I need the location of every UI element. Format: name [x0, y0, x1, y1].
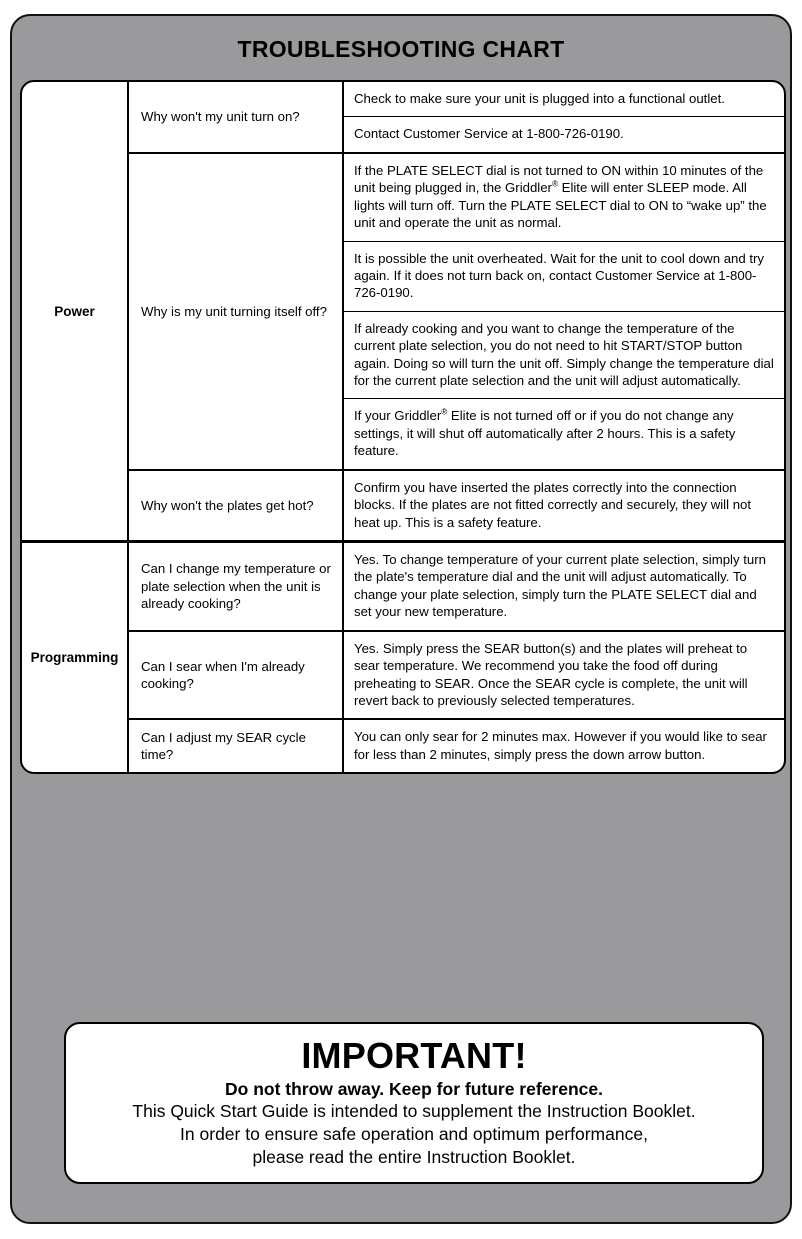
category-label: Power [54, 303, 95, 319]
answer-text: Confirm you have inserted the plates correctly into the connection blocks. If the plates are not fitted correctly and securely, they will not heat up. This is a safety feature. [354, 479, 752, 530]
table-row [129, 543, 784, 630]
question-cell [129, 632, 344, 719]
page-title: TROUBLESHOOTING CHART [237, 36, 565, 62]
question-text: Can I sear when I'm already cooking? [141, 658, 305, 692]
answer-column [344, 543, 784, 630]
question-text: Can I adjust my SEAR cycle time? [141, 729, 306, 763]
category-label: Programming [30, 650, 119, 666]
table-section [22, 540, 784, 772]
question-cell [129, 82, 344, 152]
registered-trademark-icon: ® [551, 179, 558, 189]
question-text: Can I change my temperature or plate selection when the unit is already cooking? [141, 561, 331, 612]
answer-text: If already cooking and you want to change the temperature of the current plate selection, you do not need to hit START/STOP button again. Doing so will turn the unit off. Simply change the temperature dial for the current plate selection and the unit will adjust automatically. [354, 320, 774, 389]
important-line-2: In order to ensure safe operation and optimum performance, [180, 1123, 648, 1144]
troubleshooting-table [20, 80, 786, 774]
answer-text: You can only sear for 2 minutes max. However if you would like to sear for less than 2 minutes, simply press the down arrow button. [354, 729, 767, 762]
table-section [22, 82, 784, 540]
important-line-1: This Quick Start Guide is intended to supplement the Instruction Booklet. [132, 1100, 696, 1121]
table-row [129, 82, 784, 152]
question-cell [129, 720, 344, 772]
answer-cell [344, 720, 784, 772]
answer-text: Check to make sure your unit is plugged into a functional outlet. [354, 91, 725, 106]
answer-column [344, 82, 784, 152]
table-row [129, 630, 784, 719]
answer-text: Contact Customer Service at 1-800-726-0190. [354, 126, 624, 142]
answer-column [344, 471, 784, 540]
answer-cell [344, 154, 784, 241]
category-cell [22, 543, 129, 772]
answer-column [344, 154, 784, 469]
registered-trademark-icon: ® [441, 408, 448, 418]
answer-column [344, 720, 784, 772]
important-heading: IMPORTANT! [301, 1034, 527, 1076]
question-cell [129, 543, 344, 630]
answer-cell [344, 241, 784, 311]
important-subheading: Do not throw away. Keep for future reference. [225, 1078, 603, 1099]
answer-text: If your Griddler® Elite is not turned off or if you do not change any settings, it will shut off automatically after 2 hours. This is a safety feature. [354, 408, 736, 459]
answer-cell [344, 82, 784, 116]
question-cell [129, 471, 344, 540]
question-text: Why won't my unit turn on? [141, 109, 300, 125]
important-notice-box [64, 1022, 764, 1184]
table-row [129, 469, 784, 540]
table-row [129, 152, 784, 469]
answer-cell [344, 632, 784, 719]
answer-cell [344, 116, 784, 151]
question-cell [129, 154, 344, 469]
answer-text: If the PLATE SELECT dial is not turned to ON within 10 minutes of the unit being plugged in, the Griddler® Elite will enter SLEEP mode. All lights will turn off. Turn the PLATE SELECT dial to ON to “wake up” the unit and operate the unit as normal. [354, 162, 767, 231]
important-line-3: please read the entire Instruction Booklet. [252, 1147, 576, 1168]
answer-text: Yes. To change temperature of your current plate selection, simply turn the plate's temperature dial and the unit will adjust automatically. To change your plate selection, simply turn the PLATE SELECT dial and set your new temperature. [354, 552, 766, 620]
question-text: Why is my unit turning itself off? [141, 303, 327, 319]
answer-cell [344, 471, 784, 540]
question-text: Why won't the plates get hot? [141, 497, 314, 513]
answer-text: Yes. Simply press the SEAR button(s) and the plates will preheat to sear temperature. We recommend you take the food off during preheating to SEAR. Once the SEAR cycle is complete, the unit will revert back to previously selected temperatures. [354, 640, 748, 708]
answer-cell [344, 398, 784, 468]
answer-cell [344, 311, 784, 399]
answer-text: It is possible the unit overheated. Wait for the unit to cool down and try again. If it does not turn back on, contact Customer Service at 1-800-726-0190. [354, 250, 765, 301]
answer-column [344, 632, 784, 719]
answer-cell [344, 543, 784, 630]
page-frame [10, 14, 792, 1224]
question-column [129, 543, 784, 772]
question-column [129, 82, 784, 540]
category-cell [22, 82, 129, 540]
table-row [129, 718, 784, 772]
